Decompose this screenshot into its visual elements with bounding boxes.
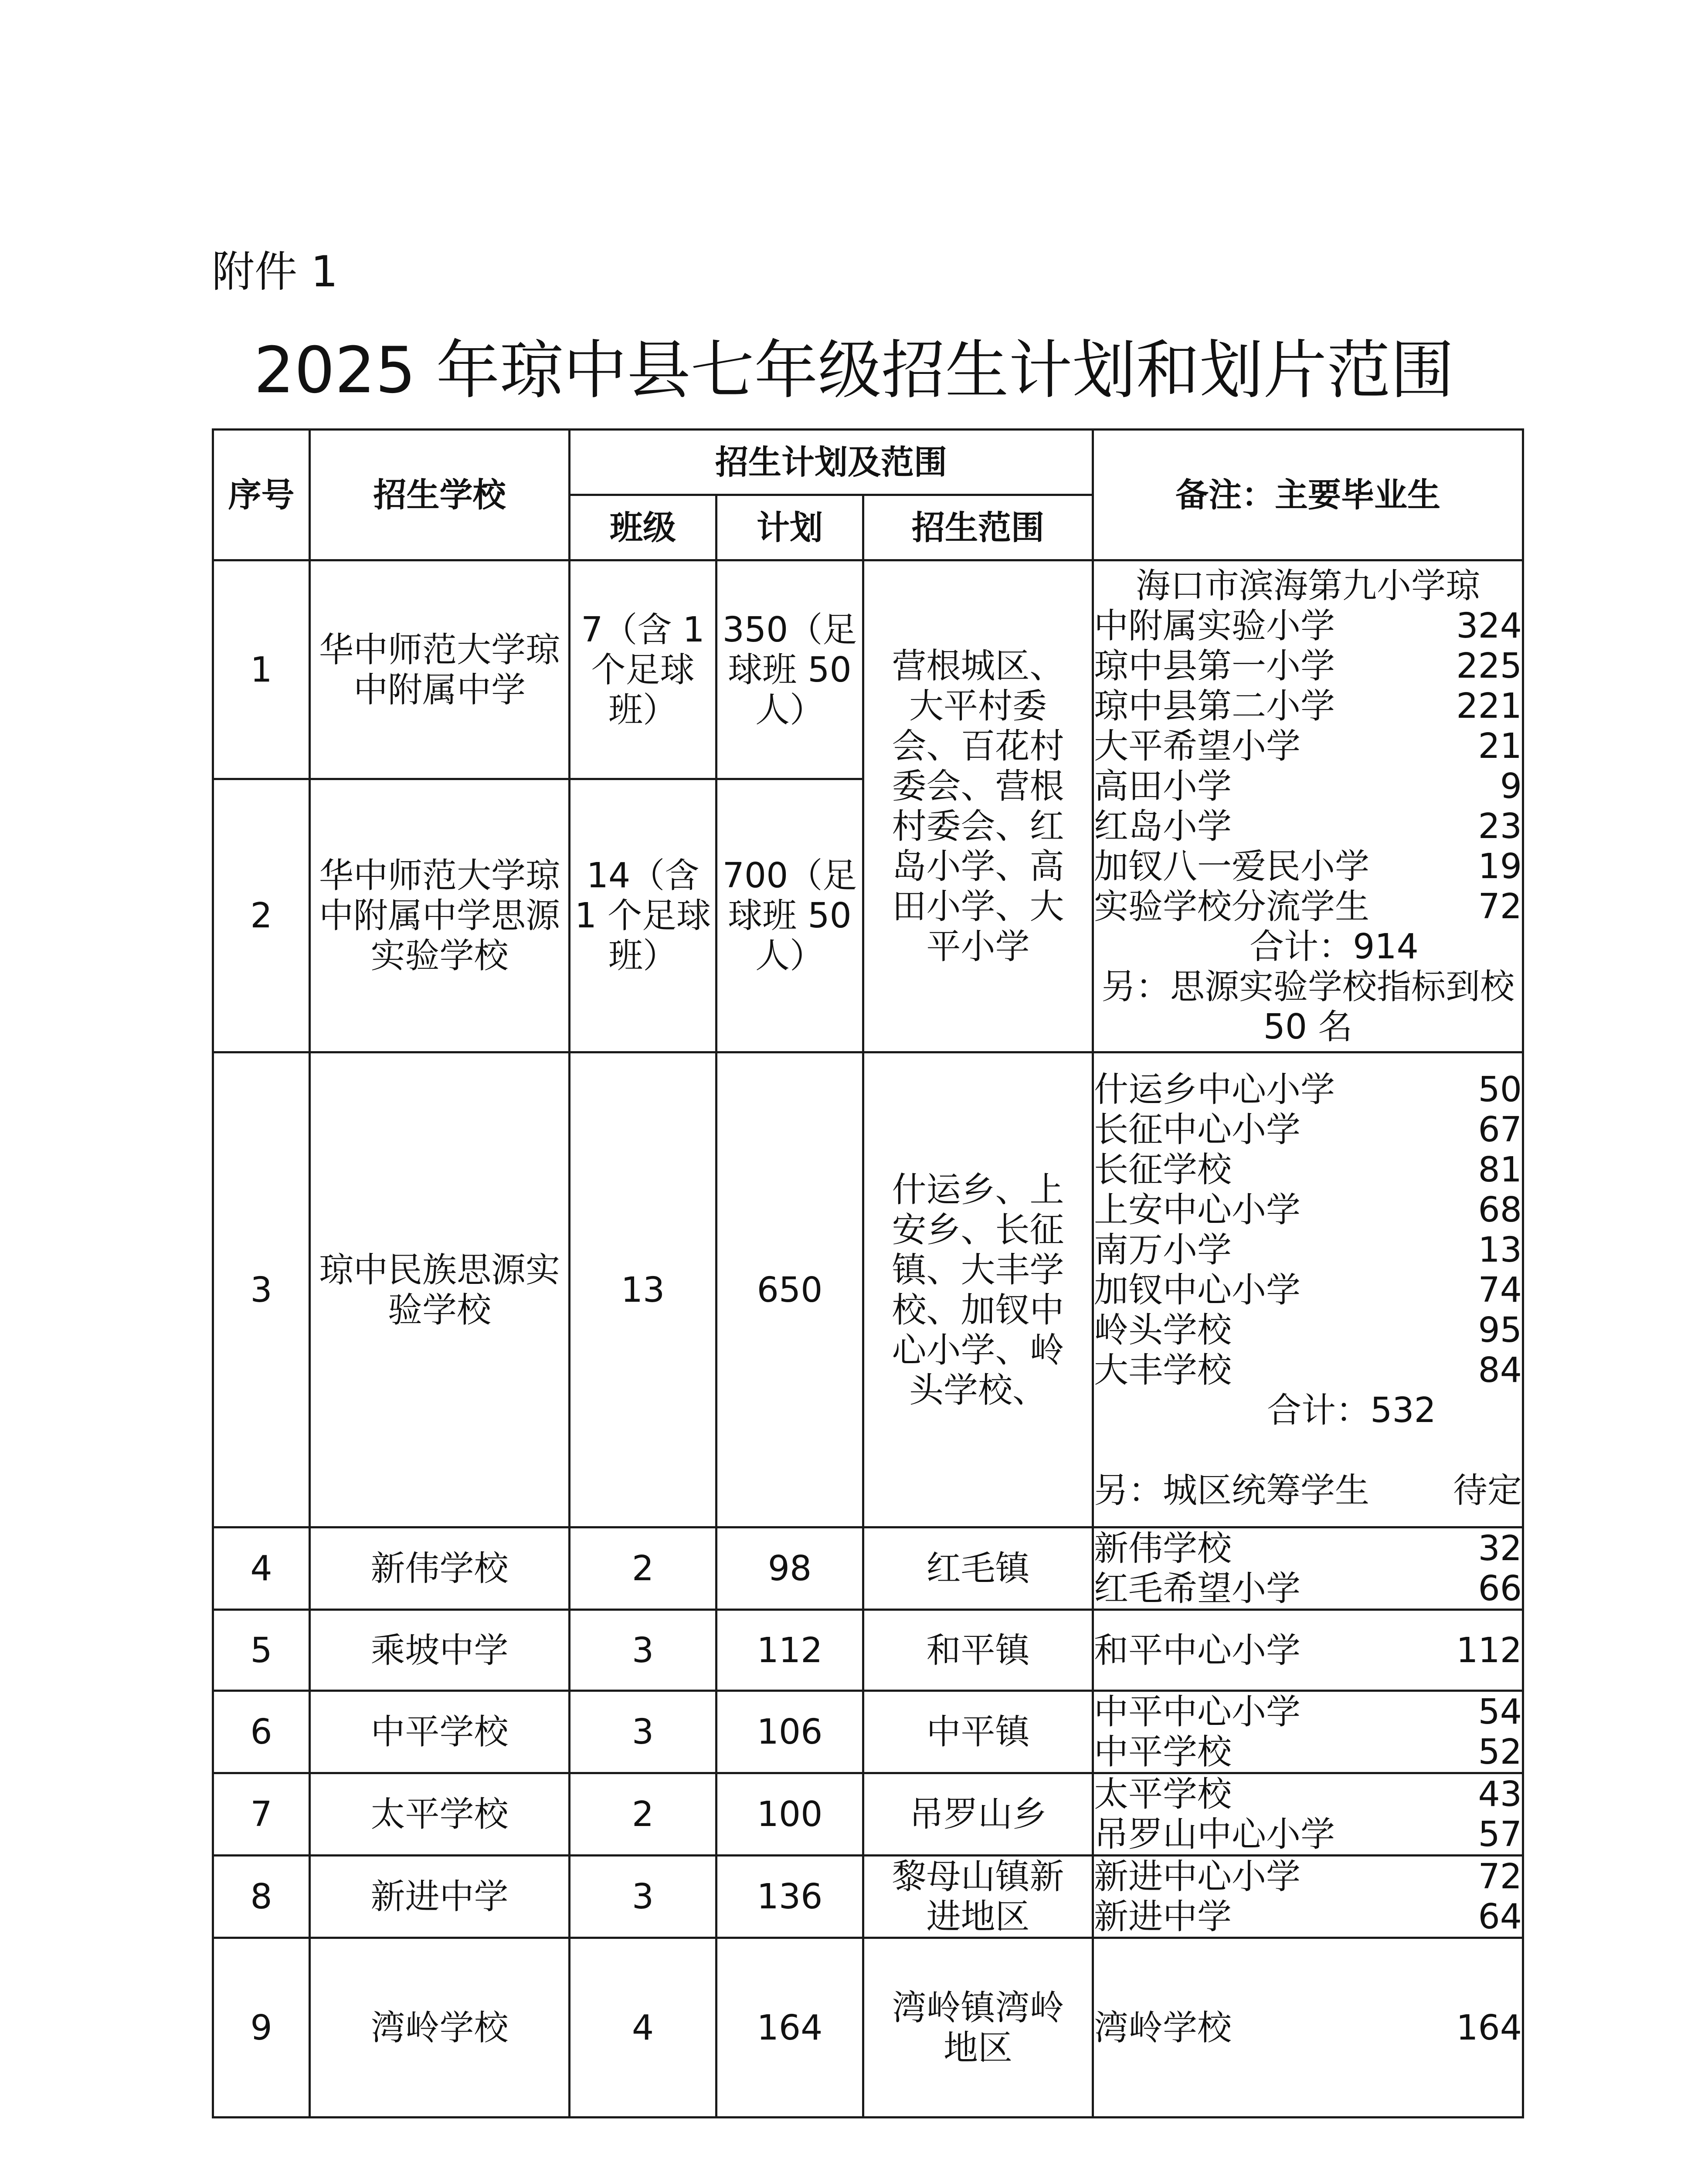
note-count: 74 xyxy=(1478,1269,1522,1310)
note-count: 23 xyxy=(1478,806,1522,846)
note-count: 13 xyxy=(1478,1229,1522,1270)
note-count: 66 xyxy=(1478,1568,1522,1609)
enrollment-plan-table xyxy=(212,428,1524,2118)
cell-school: 新进中学 xyxy=(310,1856,570,1938)
note-count: 19 xyxy=(1478,846,1522,886)
note-extra-label: 另：城区统筹学生 xyxy=(1094,1470,1369,1510)
header-notes: 备注：主要毕业生 xyxy=(1093,430,1523,560)
cell-notes xyxy=(1093,1773,1523,1856)
note-school: 红毛希望小学 xyxy=(1094,1568,1301,1609)
note-count: 67 xyxy=(1478,1109,1522,1150)
note-school: 上安中心小学 xyxy=(1094,1189,1301,1230)
note-entry xyxy=(1094,1110,1522,1150)
note-count: 81 xyxy=(1478,1149,1522,1190)
cell-scope-shared: 营根城区、大平村委会、百花村委会、营根村委会、红岛小学、高田小学、大平小学 xyxy=(863,560,1093,1052)
cell-seq: 3 xyxy=(213,1052,310,1527)
note-count: 84 xyxy=(1478,1350,1522,1390)
note-school: 湾岭学校 xyxy=(1094,2007,1232,2048)
note-entry xyxy=(1094,1528,1522,1568)
cell-school: 华中师范大学琼中附属中学思源实验学校 xyxy=(310,779,570,1052)
cell-plan: 164 xyxy=(716,1938,863,2118)
note-count: 112 xyxy=(1456,1630,1522,1670)
note-entry xyxy=(1094,1150,1522,1190)
note-total: 合计：914 xyxy=(1250,927,1419,967)
note-line: 海口市滨海第九小学琼 xyxy=(1136,566,1480,606)
cell-plan: 136 xyxy=(716,1856,863,1938)
cell-school: 湾岭学校 xyxy=(310,1938,570,2118)
cell-plan: 106 xyxy=(716,1691,863,1773)
note-entry xyxy=(1094,1350,1522,1390)
note-count: 221 xyxy=(1456,686,1522,726)
note-count: 72 xyxy=(1478,886,1522,927)
cell-notes xyxy=(1093,1691,1523,1773)
cell-seq: 6 xyxy=(213,1691,310,1773)
note-count: 43 xyxy=(1478,1774,1522,1814)
note-school: 和平中心小学 xyxy=(1094,1630,1301,1670)
note-count: 95 xyxy=(1478,1310,1522,1350)
cell-plan: 98 xyxy=(716,1527,863,1610)
note-school: 大平希望小学 xyxy=(1094,726,1301,766)
cell-seq: 5 xyxy=(213,1610,310,1691)
note-entry xyxy=(1094,726,1522,766)
note-count: 324 xyxy=(1456,606,1522,646)
note-count: 32 xyxy=(1478,1528,1522,1568)
cell-notes-shared xyxy=(1093,560,1523,1052)
note-school: 中平中心小学 xyxy=(1094,1692,1301,1732)
note-school: 南万小学 xyxy=(1094,1229,1232,1270)
cell-seq: 2 xyxy=(213,779,310,1052)
cell-seq: 9 xyxy=(213,1938,310,2118)
cell-classes: 4 xyxy=(570,1938,716,2118)
note-entry xyxy=(1094,1897,1522,1937)
table-row xyxy=(213,1527,1523,1610)
note-entry xyxy=(1094,646,1522,686)
cell-classes: 7（含 1 个足球班） xyxy=(570,560,716,779)
note-entry xyxy=(1094,1692,1522,1732)
header-seq: 序号 xyxy=(213,430,310,560)
table-row xyxy=(213,560,1523,779)
cell-classes: 13 xyxy=(570,1052,716,1527)
note-count: 21 xyxy=(1478,726,1522,766)
note-entry xyxy=(1094,686,1522,726)
cell-plan: 350（足球班 50 人） xyxy=(716,560,863,779)
cell-school: 中平学校 xyxy=(310,1691,570,1773)
cell-school: 太平学校 xyxy=(310,1773,570,1856)
cell-notes xyxy=(1093,1527,1523,1610)
note-entry xyxy=(1094,886,1522,927)
cell-school: 乘坡中学 xyxy=(310,1610,570,1691)
cell-seq: 8 xyxy=(213,1856,310,1938)
note-count: 50 xyxy=(1478,1069,1522,1110)
note-extra: 另：思源实验学校指标到校 50 名 xyxy=(1101,967,1514,1047)
note-school: 什运乡中心小学 xyxy=(1094,1069,1335,1110)
note-school: 高田小学 xyxy=(1094,766,1232,806)
note-school: 加钗中心小学 xyxy=(1094,1269,1301,1310)
cell-scope: 什运乡、上安乡、长征镇、大丰学校、加钗中心小学、岭头学校、 xyxy=(863,1052,1093,1527)
cell-classes: 14（含 1 个足球班） xyxy=(570,779,716,1052)
cell-scope: 中平镇 xyxy=(863,1691,1093,1773)
note-count: 52 xyxy=(1478,1732,1522,1772)
note-entry xyxy=(1094,1630,1522,1670)
note-entry xyxy=(1094,1230,1522,1270)
note-entry xyxy=(1094,606,1522,646)
table-row xyxy=(213,1773,1523,1856)
cell-scope: 黎母山镇新进地区 xyxy=(863,1856,1093,1938)
cell-classes: 2 xyxy=(570,1773,716,1856)
note-school: 长征中心小学 xyxy=(1094,1109,1301,1150)
cell-notes xyxy=(1093,1052,1523,1527)
note-school: 新进中心小学 xyxy=(1094,1857,1301,1897)
note-count: 68 xyxy=(1478,1189,1522,1230)
header-plan-group: 招生计划及范围 xyxy=(570,430,1093,495)
header-school: 招生学校 xyxy=(310,430,570,560)
note-school: 长征学校 xyxy=(1094,1149,1232,1190)
cell-scope: 吊罗山乡 xyxy=(863,1773,1093,1856)
note-count: 64 xyxy=(1478,1897,1522,1937)
note-spacer xyxy=(1094,1430,1522,1470)
note-school: 琼中县第一小学 xyxy=(1094,646,1335,686)
note-entry xyxy=(1094,1310,1522,1350)
note-school: 实验学校分流学生 xyxy=(1094,886,1369,927)
note-school: 太平学校 xyxy=(1094,1774,1232,1814)
cell-scope: 湾岭镇湾岭地区 xyxy=(863,1938,1093,2118)
note-entry xyxy=(1094,1568,1522,1609)
cell-plan: 650 xyxy=(716,1052,863,1527)
note-count: 9 xyxy=(1500,766,1522,806)
cell-school: 琼中民族思源实验学校 xyxy=(310,1052,570,1527)
note-entry xyxy=(1094,1069,1522,1110)
cell-scope: 和平镇 xyxy=(863,1610,1093,1691)
note-school: 新伟学校 xyxy=(1094,1528,1232,1568)
cell-plan: 700（足球班 50 人） xyxy=(716,779,863,1052)
table-row xyxy=(213,1938,1523,2118)
note-entry xyxy=(1094,2008,1522,2048)
note-entry xyxy=(1094,1814,1522,1854)
cell-scope: 红毛镇 xyxy=(863,1527,1093,1610)
header-scope: 招生范围 xyxy=(863,495,1093,560)
table-row xyxy=(213,1610,1523,1691)
header-classes: 班级 xyxy=(570,495,716,560)
note-entry xyxy=(1094,1857,1522,1897)
cell-notes xyxy=(1093,1610,1523,1691)
page-title: 2025 年琼中县七年级招生计划和划片范围 xyxy=(254,333,1454,407)
note-school: 中附属实验小学 xyxy=(1094,606,1335,646)
cell-school: 华中师范大学琼中附属中学 xyxy=(310,560,570,779)
cell-seq: 7 xyxy=(213,1773,310,1856)
note-count: 54 xyxy=(1478,1692,1522,1732)
cell-classes: 2 xyxy=(570,1527,716,1610)
note-school: 大丰学校 xyxy=(1094,1350,1232,1390)
header-row-1 xyxy=(213,430,1523,495)
note-count: 225 xyxy=(1456,646,1522,686)
note-entry xyxy=(1094,806,1522,846)
cell-school: 新伟学校 xyxy=(310,1527,570,1610)
note-entry xyxy=(1094,766,1522,806)
note-entry xyxy=(1094,1774,1522,1814)
note-school: 中平学校 xyxy=(1094,1732,1232,1772)
note-total: 合计：532 xyxy=(1267,1390,1436,1430)
cell-plan: 100 xyxy=(716,1773,863,1856)
note-school: 琼中县第二小学 xyxy=(1094,686,1335,726)
cell-notes xyxy=(1093,1938,1523,2118)
cell-seq: 1 xyxy=(213,560,310,779)
cell-plan: 112 xyxy=(716,1610,863,1691)
note-extra xyxy=(1094,1470,1522,1510)
note-school: 新进中学 xyxy=(1094,1897,1232,1937)
note-count: 57 xyxy=(1478,1814,1522,1854)
cell-notes xyxy=(1093,1856,1523,1938)
cell-classes: 3 xyxy=(570,1610,716,1691)
table-row xyxy=(213,1052,1523,1527)
note-count: 164 xyxy=(1456,2007,1522,2048)
header-plan: 计划 xyxy=(716,495,863,560)
note-school: 红岛小学 xyxy=(1094,806,1232,846)
attachment-label: 附件 1 xyxy=(212,247,338,297)
note-entry xyxy=(1094,1270,1522,1310)
note-count: 72 xyxy=(1478,1857,1522,1897)
note-entry xyxy=(1094,1190,1522,1230)
note-school: 吊罗山中心小学 xyxy=(1094,1814,1335,1854)
note-entry xyxy=(1094,1732,1522,1772)
table-row xyxy=(213,1856,1523,1938)
note-school: 岭头学校 xyxy=(1094,1310,1232,1350)
note-school: 加钗八一爱民小学 xyxy=(1094,846,1369,886)
cell-classes: 3 xyxy=(570,1691,716,1773)
cell-seq: 4 xyxy=(213,1527,310,1610)
note-extra-value: 待定 xyxy=(1453,1470,1522,1510)
note-entry xyxy=(1094,846,1522,886)
table-row xyxy=(213,1691,1523,1773)
cell-classes: 3 xyxy=(570,1856,716,1938)
